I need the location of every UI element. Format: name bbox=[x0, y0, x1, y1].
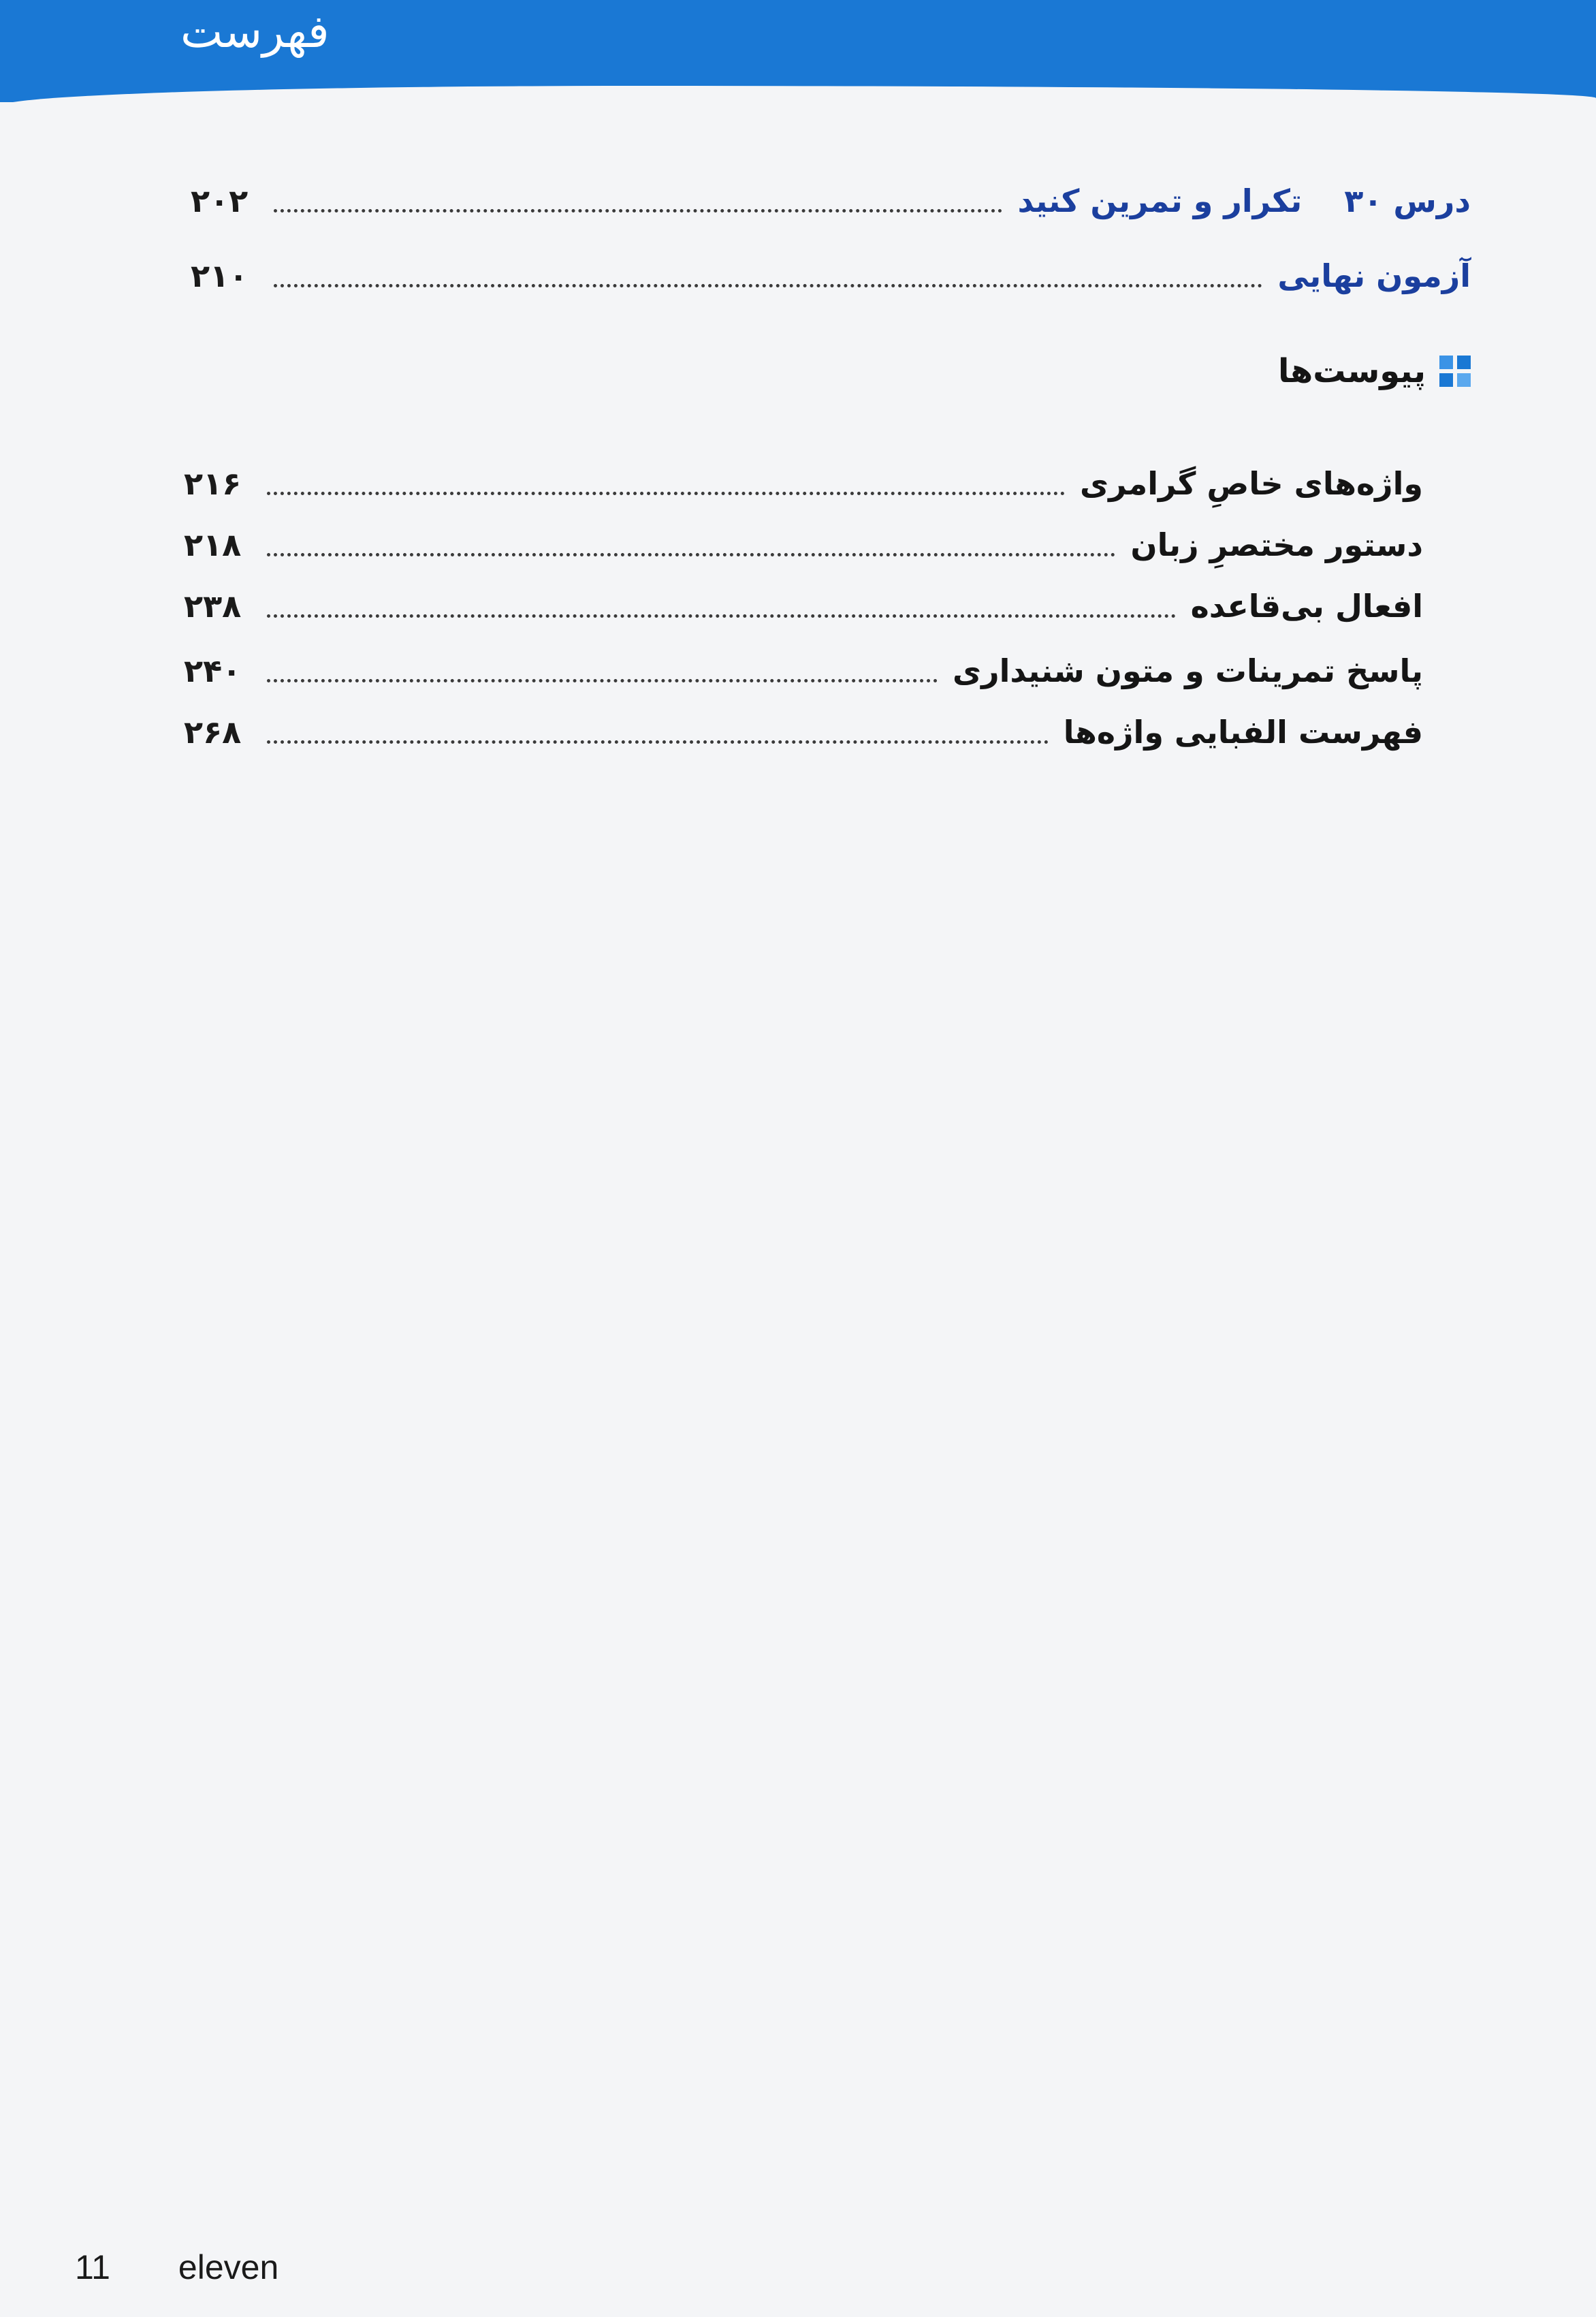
toc-entry-page: ۲۱۶ bbox=[184, 465, 242, 502]
toc-entry-title: تکرار و تمرین کنید bbox=[1017, 183, 1303, 219]
section-grid-icon bbox=[1439, 356, 1471, 387]
toc-entry-appendix[interactable] bbox=[184, 453, 1423, 514]
toc-entry-title: واژه‌های خاصِ گرامری bbox=[1079, 465, 1423, 502]
toc-entry-title: افعال بی‌قاعده bbox=[1190, 588, 1423, 625]
toc-entry-title: آزمون نهایی bbox=[1277, 257, 1471, 294]
dot-leader bbox=[267, 553, 1115, 556]
toc-entry-page: ۲۰۲ bbox=[191, 183, 249, 219]
appendices-heading bbox=[1089, 341, 1471, 402]
toc-entry-title: فهرست الفبایی واژه‌ها bbox=[1063, 714, 1423, 751]
dot-leader bbox=[267, 679, 938, 682]
dot-leader bbox=[267, 492, 1065, 495]
lesson-number: درس ۳۰ bbox=[1344, 183, 1471, 219]
toc-entry-title: دستور مختصرِ زبان bbox=[1130, 526, 1423, 563]
toc-entry-page: ۲۴۰ bbox=[184, 652, 242, 689]
dot-leader bbox=[274, 284, 1262, 287]
section-title: پیوست‌ها bbox=[1277, 352, 1426, 390]
toc-entry-page: ۲۶۸ bbox=[184, 714, 242, 751]
page-title: فهرست bbox=[180, 5, 330, 58]
toc-entry-appendix[interactable] bbox=[184, 514, 1423, 576]
toc-entry-page: ۲۱۰ bbox=[191, 257, 249, 294]
dot-leader bbox=[267, 740, 1049, 744]
footer-page-word: eleven bbox=[178, 2248, 279, 2286]
dot-leader bbox=[267, 614, 1176, 618]
toc-entry-lesson-30[interactable] bbox=[191, 170, 1471, 232]
footer-page-number: 11 bbox=[75, 2248, 110, 2286]
dot-leader bbox=[274, 209, 1002, 212]
toc-entry-appendix[interactable] bbox=[184, 640, 1423, 702]
toc-entry-appendix[interactable] bbox=[184, 702, 1423, 763]
toc-entry-appendix[interactable] bbox=[184, 576, 1423, 637]
toc-entry-title: پاسخ تمرینات و متون شنیداری bbox=[953, 652, 1423, 689]
toc-entry-page: ۲۳۸ bbox=[184, 588, 242, 625]
toc-entry-final-exam[interactable] bbox=[191, 245, 1471, 306]
page-footer bbox=[75, 2248, 278, 2287]
toc-entry-page: ۲۱۸ bbox=[184, 526, 242, 563]
